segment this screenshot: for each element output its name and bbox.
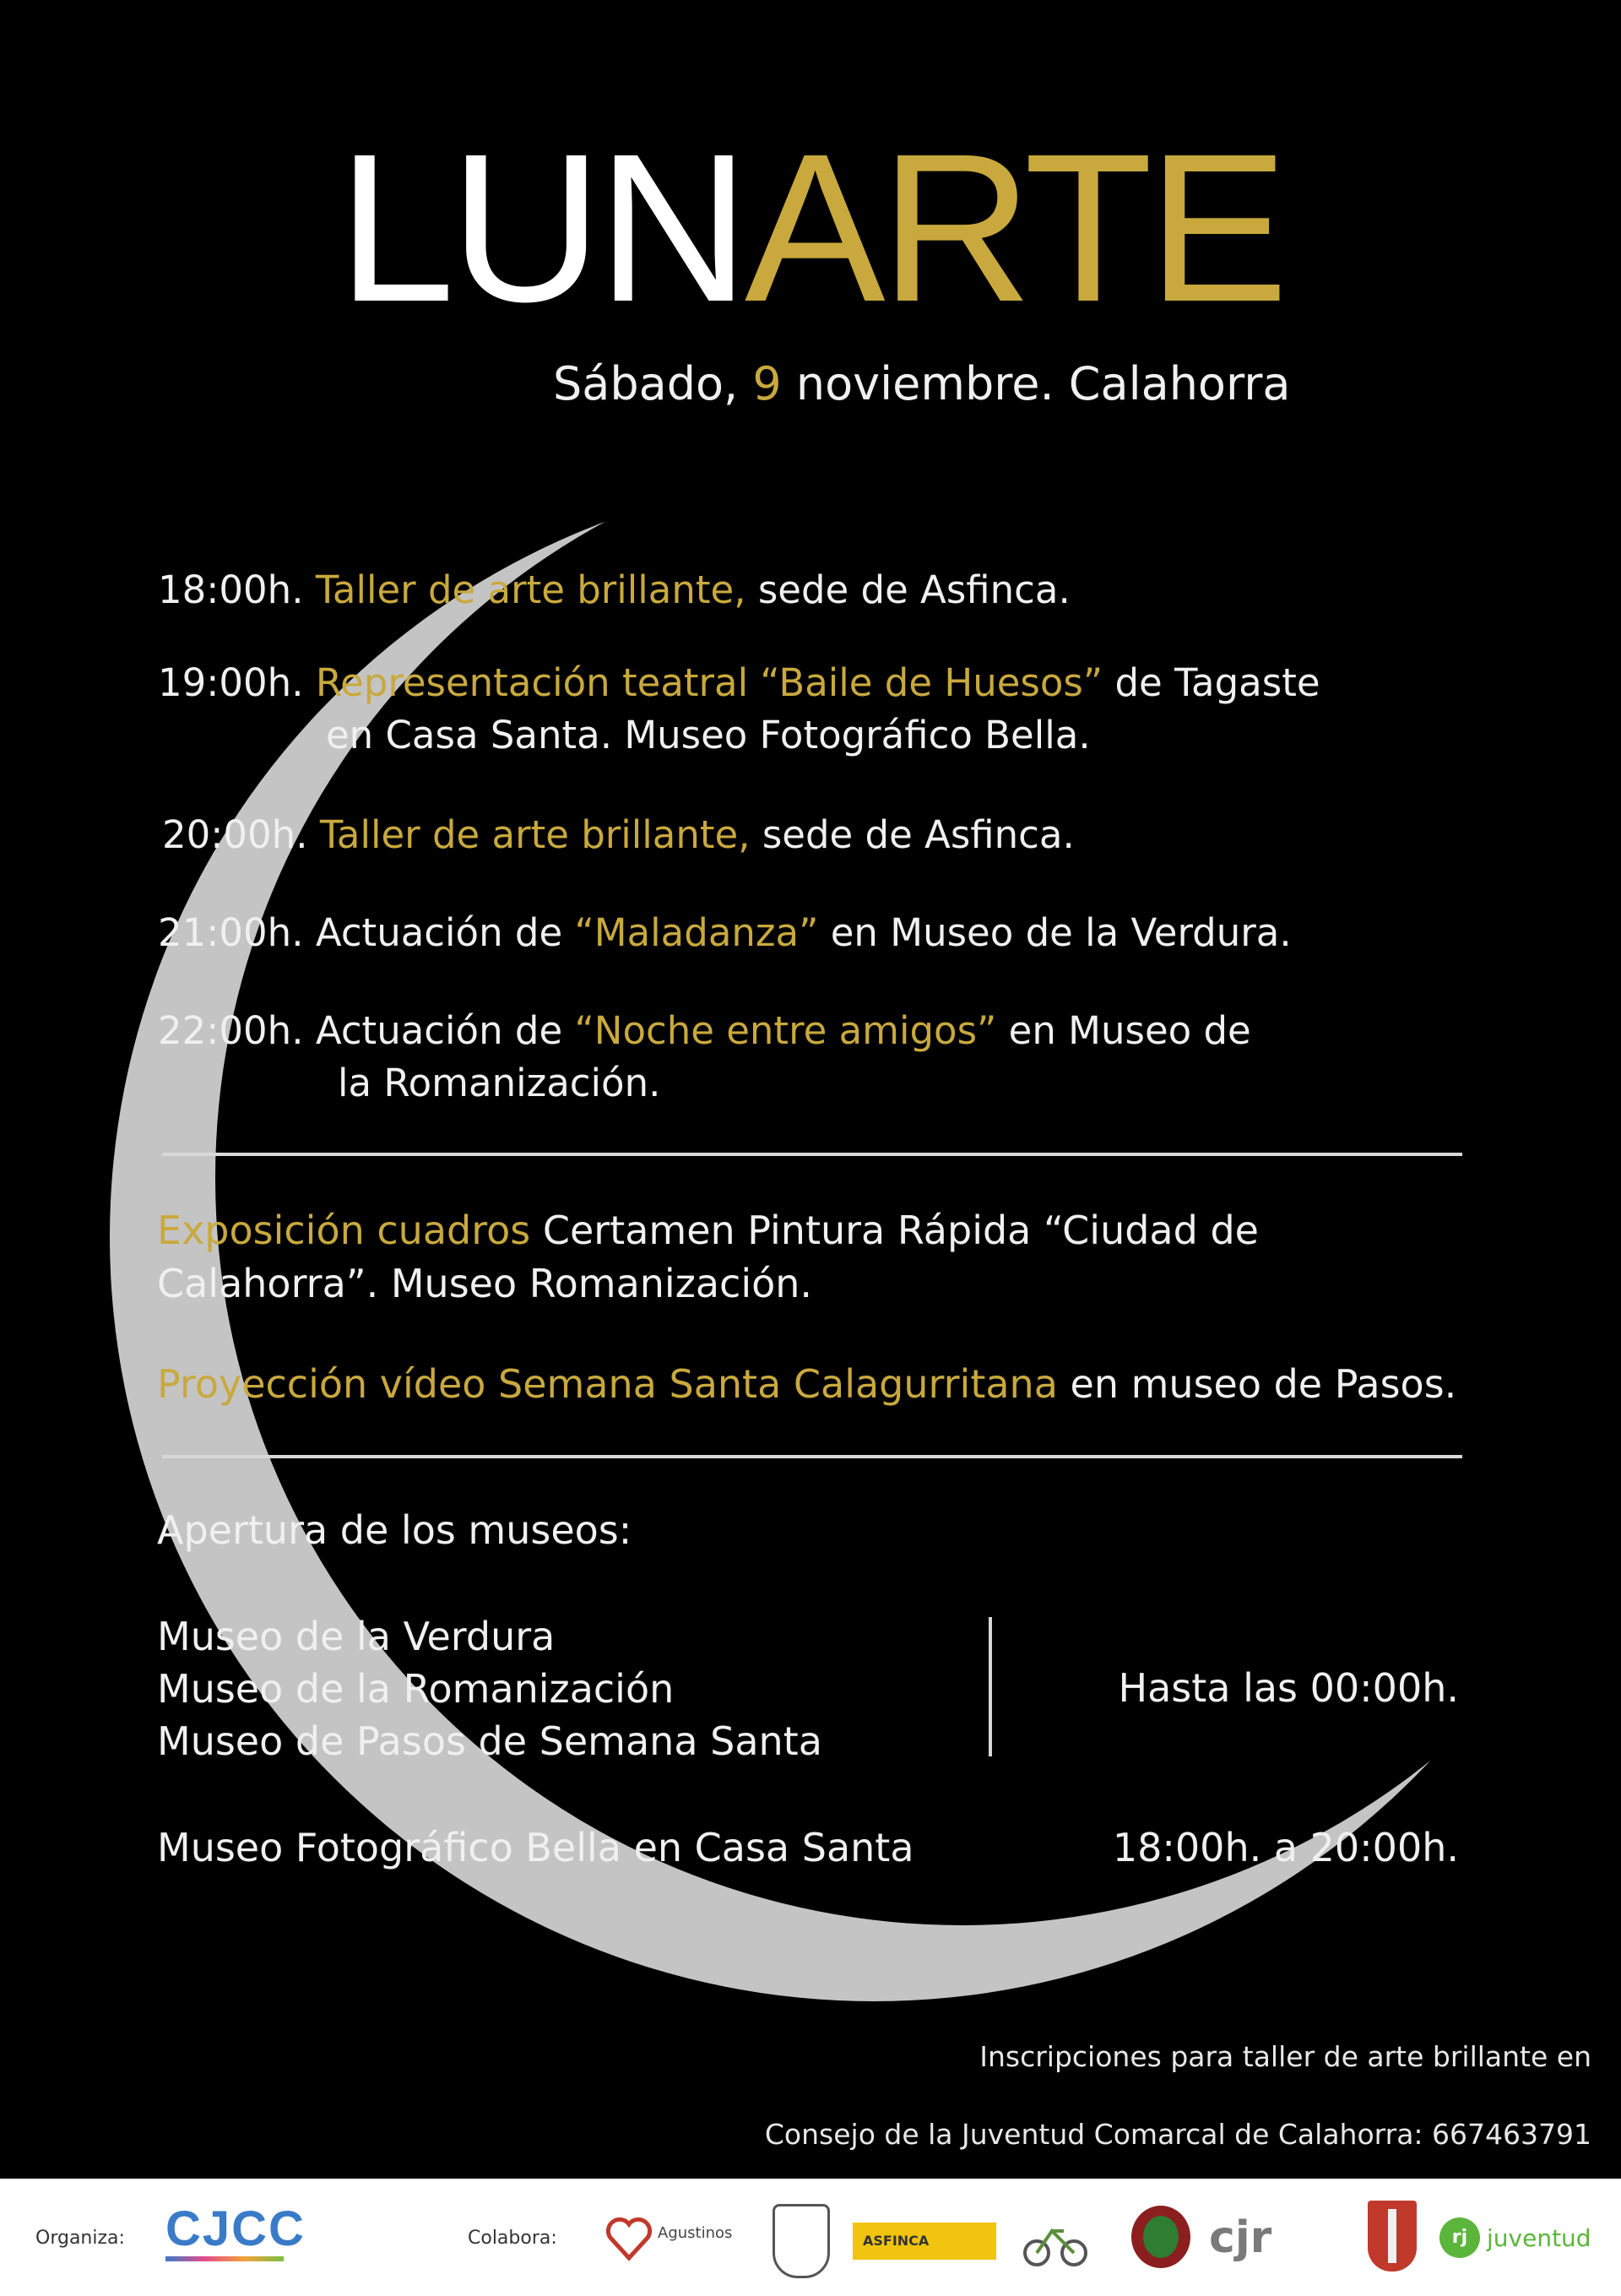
event-detail: Actuación de <box>315 1008 575 1053</box>
event-title <box>0 110 1621 345</box>
registration-contact: Consejo de la Juventud Comarcal de Calahorra: 667463791 <box>764 2118 1591 2151</box>
divider <box>162 1455 1462 1458</box>
cjr-logo: cjr <box>1209 2212 1272 2263</box>
title-part-arte: ARTE <box>744 110 1284 345</box>
asfinca-logo: ASFINCA <box>853 2223 996 2260</box>
event-date-location <box>553 355 1291 414</box>
crown-shield-icon <box>1368 2201 1417 2272</box>
bicycle-icon <box>1022 2212 1089 2275</box>
event-detail: sede de Asfinca. <box>750 812 1075 857</box>
projection-detail: en museo de Pasos. <box>1057 1361 1457 1407</box>
event-detail: en Museo de la Verdura. <box>818 910 1292 955</box>
coat-of-arms-icon <box>773 2204 830 2278</box>
juventud-text: juventud <box>1487 2224 1591 2252</box>
schedule-item <box>158 657 1320 709</box>
event-time: 21:00h. <box>158 910 304 955</box>
event-detail: en Museo de <box>996 1008 1251 1053</box>
schedule-item <box>158 564 1071 616</box>
heart-icon <box>604 2212 654 2263</box>
cjcc-logo: CJCC <box>165 2204 306 2261</box>
event-time: 22:00h. <box>158 1008 304 1053</box>
seal-icon <box>1131 2206 1190 2268</box>
divider <box>162 1153 1462 1156</box>
museum-hours: Hasta las 00:00h. <box>1118 1665 1459 1711</box>
date-suffix: noviembre. Calahorra <box>781 357 1291 410</box>
event-highlight: Taller de arte brillante, <box>319 812 751 857</box>
event-highlight: “Noche entre amigos” <box>574 1008 997 1053</box>
event-detail: sede de Asfinca. <box>745 567 1071 612</box>
event-detail: Actuación de <box>315 910 575 955</box>
registration-note: Inscripciones para taller de arte brillante en <box>979 2040 1591 2073</box>
exhibition-detail: Certamen Pintura Rápida “Ciudad de <box>530 1208 1259 1253</box>
juventud-mark: rj <box>1439 2217 1480 2258</box>
event-time: 19:00h. <box>158 660 304 705</box>
event-detail: de Tagaste <box>1103 660 1320 705</box>
event-time: 18:00h. <box>158 567 304 612</box>
museum-name: Museo Fotográfico Bella en Casa Santa <box>157 1825 914 1870</box>
projection-info <box>157 1358 1456 1410</box>
sponsor-footer <box>0 2179 1621 2296</box>
exhibition-detail-continued: Calahorra”. Museo Romanización. <box>157 1261 813 1306</box>
date-prefix: Sábado, <box>553 357 753 410</box>
juventud-logo <box>1439 2217 1591 2258</box>
organiza-label: Organiza: <box>35 2228 125 2249</box>
museum-name: Museo de Pasos de Semana Santa <box>157 1718 822 1764</box>
event-highlight: Representación teatral “Baile de Huesos” <box>315 660 1103 705</box>
schedule-item <box>162 809 1075 861</box>
museum-name: Museo de la Verdura <box>157 1614 556 1659</box>
schedule-item <box>158 907 1292 959</box>
event-time: 20:00h. <box>162 812 308 857</box>
projection-highlight: Proyección vídeo Semana Santa Calagurritana <box>157 1361 1058 1407</box>
title-part-lun: LUN <box>337 110 745 345</box>
agustinos-logo: Agustinos <box>604 2212 654 2266</box>
museum-hours: 18:00h. a 20:00h. <box>1112 1825 1459 1870</box>
museums-heading: Apertura de los museos: <box>157 1507 632 1553</box>
museum-name: Museo de la Romanización <box>157 1666 675 1712</box>
event-detail-continued: la Romanización. <box>338 1061 661 1105</box>
event-highlight: Taller de arte brillante, <box>315 567 746 612</box>
exhibition-info <box>157 1204 1259 1257</box>
vertical-divider <box>989 1617 992 1756</box>
event-detail-continued: en Casa Santa. Museo Fotográfico Bella. <box>326 713 1091 757</box>
exhibition-highlight: Exposición cuadros <box>157 1208 531 1253</box>
colabora-label: Colabora: <box>468 2228 557 2249</box>
event-highlight: “Maladanza” <box>574 910 819 955</box>
date-day: 9 <box>752 357 782 410</box>
schedule-item <box>158 1005 1251 1057</box>
